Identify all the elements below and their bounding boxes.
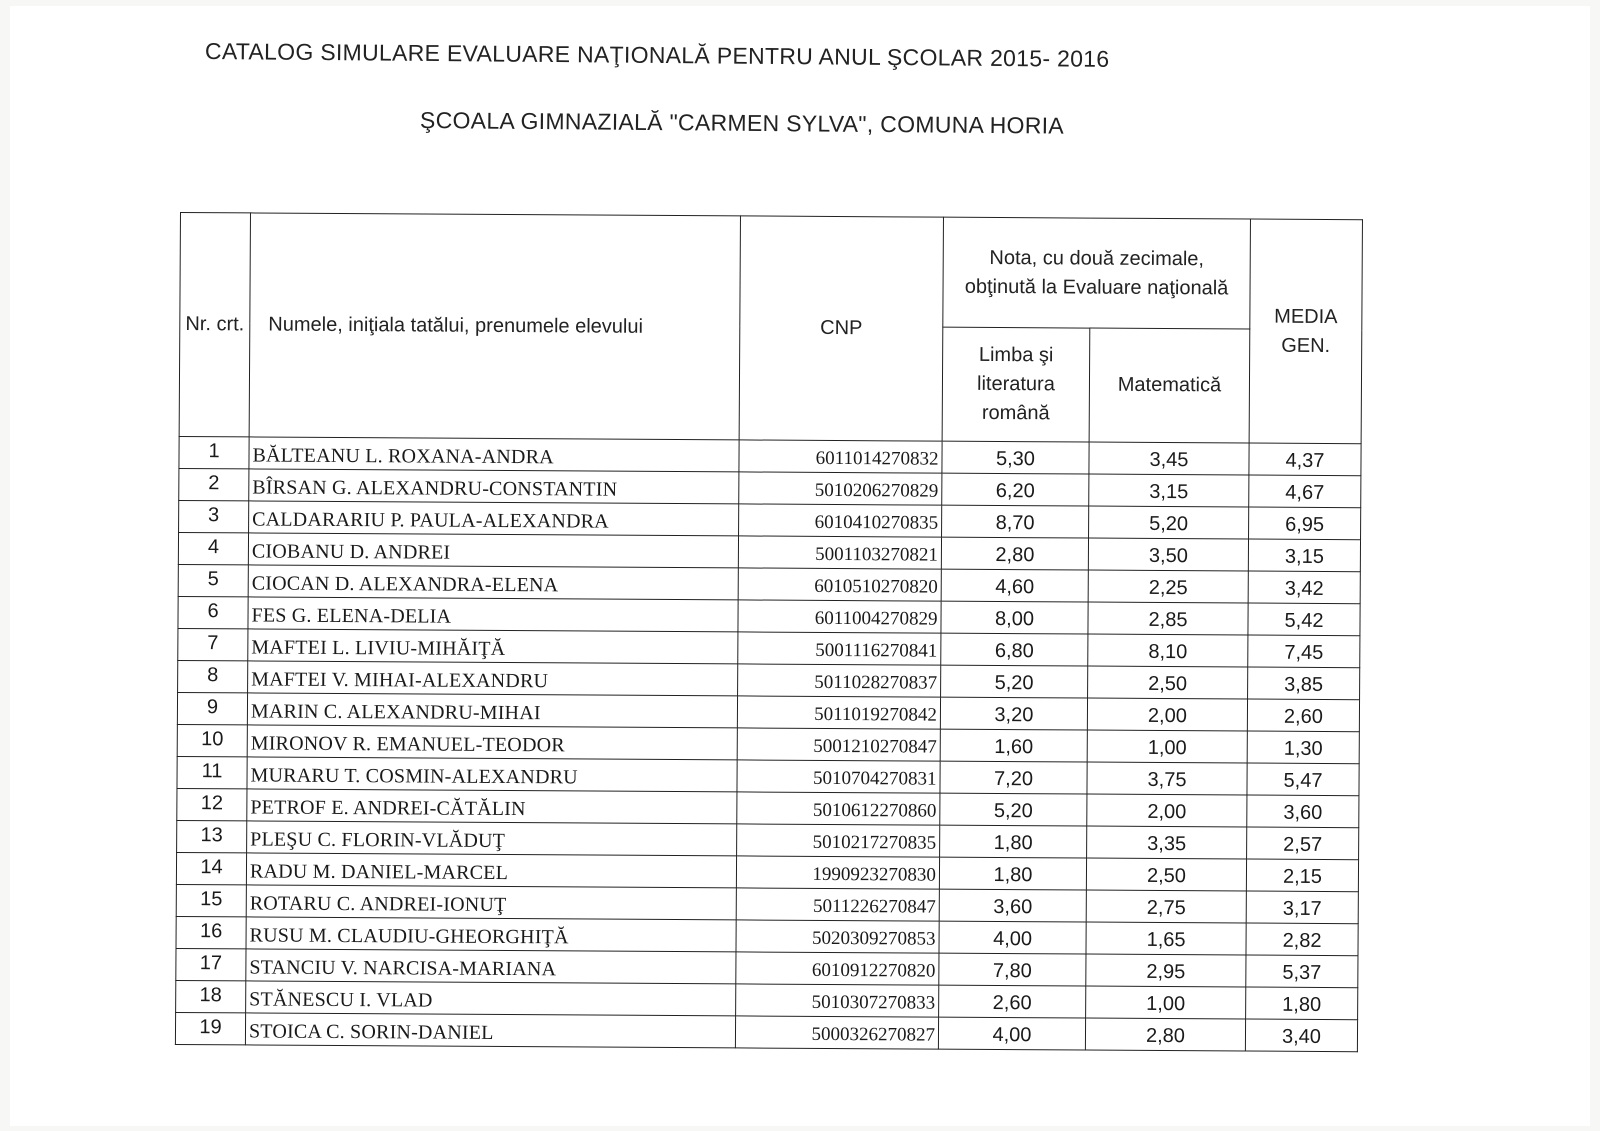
grade-math: 1,65 xyxy=(1086,922,1246,955)
table-row xyxy=(175,1012,1357,1051)
student-name: PLEŞU C. FLORIN-VLĂDUŢ xyxy=(247,821,737,856)
grade-math: 2,75 xyxy=(1086,890,1246,923)
grade-romanian: 5,20 xyxy=(940,793,1087,826)
student-name: MAFTEI L. LIVIU-MIHĂIŢĂ xyxy=(248,629,738,664)
student-name: FES G. ELENA-DELIA xyxy=(248,597,738,632)
average-grade: 6,95 xyxy=(1249,507,1361,540)
student-name: MURARU T. COSMIN-ALEXANDRU xyxy=(247,757,737,792)
student-cnp: 6010510270820 xyxy=(738,568,941,601)
row-number: 11 xyxy=(177,756,247,788)
student-cnp: 6010912270820 xyxy=(736,952,939,985)
grade-math: 3,50 xyxy=(1088,538,1248,571)
grade-math: 1,00 xyxy=(1087,730,1247,763)
row-number: 10 xyxy=(177,724,247,756)
grade-math: 3,35 xyxy=(1087,826,1247,859)
student-name: STĂNESCU I. VLAD xyxy=(246,981,736,1016)
student-cnp: 5000326270827 xyxy=(735,1016,938,1049)
student-name: BĂLTEANU L. ROXANA-ANDRA xyxy=(249,437,739,472)
row-number: 5 xyxy=(178,564,248,596)
row-number: 9 xyxy=(177,692,247,724)
grade-math: 2,50 xyxy=(1088,666,1248,699)
student-cnp: 5010307270833 xyxy=(736,984,939,1017)
row-number: 4 xyxy=(178,532,248,564)
row-number: 15 xyxy=(176,884,246,916)
student-name: STOICA C. SORIN-DANIEL xyxy=(245,1013,735,1048)
average-grade: 2,15 xyxy=(1246,859,1358,892)
average-grade: 3,60 xyxy=(1247,795,1359,828)
grade-math: 3,45 xyxy=(1089,442,1249,475)
grade-romanian: 8,00 xyxy=(941,601,1088,634)
student-cnp: 5010217270835 xyxy=(737,824,940,857)
grade-romanian: 1,80 xyxy=(940,825,1087,858)
row-number: 16 xyxy=(176,916,246,948)
student-cnp: 1990923270830 xyxy=(736,856,939,889)
header-nr: Nr. crt. xyxy=(179,213,250,437)
row-number: 18 xyxy=(176,980,246,1012)
grade-romanian: 2,60 xyxy=(939,985,1086,1018)
grade-math: 2,95 xyxy=(1086,954,1246,987)
average-grade: 3,15 xyxy=(1248,539,1360,572)
student-cnp: 5010612270860 xyxy=(737,792,940,825)
row-number: 17 xyxy=(176,948,246,980)
row-number: 14 xyxy=(176,852,246,884)
grade-math: 3,75 xyxy=(1087,762,1247,795)
student-cnp: 5020309270853 xyxy=(736,920,939,953)
student-cnp: 6010410270835 xyxy=(739,504,942,537)
grade-romanian: 1,80 xyxy=(939,857,1086,890)
grade-romanian: 1,60 xyxy=(940,729,1087,762)
header-cnp: CNP xyxy=(739,216,943,441)
grade-romanian: 3,60 xyxy=(939,889,1086,922)
grade-romanian: 7,20 xyxy=(940,761,1087,794)
average-grade: 3,17 xyxy=(1246,891,1358,924)
grade-romanian: 4,00 xyxy=(938,1017,1085,1050)
row-number: 6 xyxy=(178,596,248,628)
row-number: 1 xyxy=(179,436,249,468)
student-cnp: 6011004270829 xyxy=(738,600,941,633)
student-cnp: 5001103270821 xyxy=(738,536,941,569)
grade-math: 1,00 xyxy=(1086,986,1246,1019)
student-name: RADU M. DANIEL-MARCEL xyxy=(246,853,736,888)
grade-romanian: 4,00 xyxy=(939,921,1086,954)
row-number: 7 xyxy=(178,628,248,660)
row-number: 13 xyxy=(177,820,247,852)
student-name: CALDARARIU P. PAULA-ALEXANDRA xyxy=(249,501,739,536)
average-grade: 3,85 xyxy=(1248,667,1360,700)
student-cnp: 5001116270841 xyxy=(738,632,941,665)
grade-math: 2,85 xyxy=(1088,602,1248,635)
student-cnp: 6011014270832 xyxy=(739,440,942,473)
student-name: STANCIU V. NARCISA-MARIANA xyxy=(246,949,736,984)
grade-math: 2,00 xyxy=(1087,698,1247,731)
grade-romanian: 5,30 xyxy=(942,441,1089,474)
average-grade: 1,80 xyxy=(1246,987,1358,1020)
average-grade: 5,37 xyxy=(1246,955,1358,988)
row-number: 12 xyxy=(177,788,247,820)
grades-table-wrapper xyxy=(175,212,1363,1052)
grade-math: 8,10 xyxy=(1088,634,1248,667)
school-name: ŞCOALA GIMNAZIALĂ "CARMEN SYLVA", COMUNA HORIA xyxy=(419,107,1065,139)
average-grade: 1,30 xyxy=(1247,731,1359,764)
average-grade: 7,45 xyxy=(1248,635,1360,668)
average-grade: 3,42 xyxy=(1248,571,1360,604)
grade-romanian: 2,80 xyxy=(941,537,1088,570)
grade-romanian: 3,20 xyxy=(940,697,1087,730)
grade-romanian: 7,80 xyxy=(939,953,1086,986)
grade-romanian: 8,70 xyxy=(942,505,1089,538)
student-name: MARIN C. ALEXANDRU-MIHAI xyxy=(247,693,737,728)
row-number: 2 xyxy=(179,468,249,500)
row-number: 3 xyxy=(179,500,249,532)
grade-romanian: 6,20 xyxy=(942,473,1089,506)
student-name: MIRONOV R. EMANUEL-TEODOR xyxy=(247,725,737,760)
student-cnp: 5010206270829 xyxy=(739,472,942,505)
row-number: 8 xyxy=(178,660,248,692)
average-grade: 2,82 xyxy=(1246,923,1358,956)
average-grade: 5,47 xyxy=(1247,763,1359,796)
grade-math: 2,80 xyxy=(1085,1018,1245,1051)
grade-math: 2,25 xyxy=(1088,570,1248,603)
student-name: PETROF E. ANDREI-CĂTĂLIN xyxy=(247,789,737,824)
row-number: 19 xyxy=(175,1012,245,1044)
grade-romanian: 5,20 xyxy=(941,665,1088,698)
student-cnp: 5010704270831 xyxy=(737,760,940,793)
student-cnp: 5011019270842 xyxy=(737,696,940,729)
student-name: RUSU M. CLAUDIU-GHEORGHIŢĂ xyxy=(246,917,736,952)
average-grade: 4,67 xyxy=(1249,475,1361,508)
header-romanian: Limba şi literatura română xyxy=(942,327,1090,442)
header-name: Numele, iniţiala tatălui, prenumele elevului xyxy=(249,213,740,440)
grade-math: 2,00 xyxy=(1087,794,1247,827)
student-cnp: 5011226270847 xyxy=(736,888,939,921)
student-name: BÎRSAN G. ALEXANDRU-CONSTANTIN xyxy=(249,469,739,504)
table-body xyxy=(175,436,1361,1051)
average-grade: 5,42 xyxy=(1248,603,1360,636)
student-name: CIOCAN D. ALEXANDRA-ELENA xyxy=(248,565,738,600)
header-average: MEDIA GEN. xyxy=(1249,219,1362,444)
grades-table xyxy=(175,212,1363,1052)
student-cnp: 5001210270847 xyxy=(737,728,940,761)
average-grade: 2,60 xyxy=(1247,699,1359,732)
header-math: Matematică xyxy=(1089,328,1250,443)
average-grade: 4,37 xyxy=(1249,443,1361,476)
grade-math: 2,50 xyxy=(1086,858,1246,891)
average-grade: 2,57 xyxy=(1247,827,1359,860)
grade-romanian: 6,80 xyxy=(941,633,1088,666)
student-name: CIOBANU D. ANDREI xyxy=(248,533,738,568)
header-grade-group: Nota, cu două zecimale, obţinută la Evaluare naţională xyxy=(943,217,1251,329)
grade-math: 3,15 xyxy=(1089,474,1249,507)
grade-romanian: 4,60 xyxy=(941,569,1088,602)
student-cnp: 5011028270837 xyxy=(738,664,941,697)
student-name: ROTARU C. ANDREI-IONUŢ xyxy=(246,885,736,920)
document-title: CATALOG SIMULARE EVALUARE NAŢIONALĂ PENTRU ANUL ŞCOLAR 2015- 2016 xyxy=(204,38,1110,72)
grade-math: 5,20 xyxy=(1089,506,1249,539)
average-grade: 3,40 xyxy=(1245,1019,1357,1052)
student-name: MAFTEI V. MIHAI-ALEXANDRU xyxy=(248,661,738,696)
